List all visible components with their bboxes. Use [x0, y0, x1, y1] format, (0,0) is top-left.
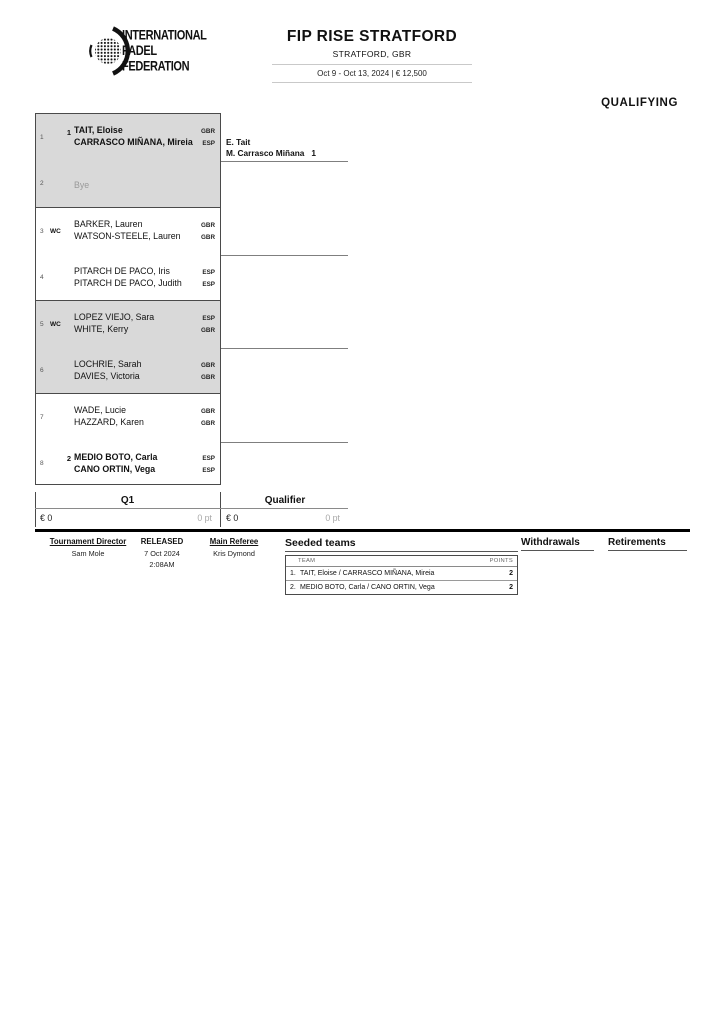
player2-country: ESP: [202, 280, 215, 288]
team-names: [74, 405, 215, 429]
round-q1-label: Q1: [120, 495, 135, 506]
bracket-slot-6: [36, 348, 220, 395]
wildcard-tag: WC: [50, 227, 61, 235]
player1-country: GBR: [201, 128, 215, 136]
qualifier-prize: € 0: [226, 513, 239, 523]
qualifying-draw-box: [35, 113, 221, 485]
round-qualifier-label: Qualifier: [264, 495, 306, 506]
position-number: 1: [40, 133, 44, 141]
player2-country: GBR: [201, 373, 215, 381]
logo-line-1: INTERNATIONAL: [122, 27, 207, 43]
player2-name: WHITE, Kerry: [74, 324, 129, 335]
event-title: FIP RISE STRATFORD: [286, 28, 458, 45]
position-number: 4: [40, 274, 44, 282]
seed-row-number: 1.: [290, 570, 296, 577]
seed-row-points: 2: [509, 584, 513, 591]
player2-name: WATSON-STEELE, Lauren: [74, 231, 181, 242]
logo-line-3: FEDERATION: [122, 58, 190, 75]
main-referee-name: Kris Dymond: [213, 549, 255, 558]
seed-number: 2: [66, 454, 71, 464]
player2-name: HAZZARD, Karen: [74, 417, 144, 428]
position-number: 2: [40, 180, 44, 188]
tournament-director-label: Tournament Director: [49, 537, 127, 546]
seeded-teams-header-row: [286, 556, 517, 567]
bracket-slot-7: [36, 394, 220, 441]
released-date: 7 Oct 2024: [144, 549, 180, 558]
team-names: [74, 359, 215, 383]
bracket-pair-3: [36, 300, 220, 393]
match1-score: 1: [311, 147, 317, 158]
team-names: [74, 125, 215, 149]
player2-country: ESP: [202, 140, 215, 148]
event-header: [272, 28, 472, 83]
tournament-director-name: Sam Mole: [71, 549, 105, 558]
player2-name: DAVIES, Victoria: [74, 370, 140, 381]
position-number: 5: [40, 320, 44, 328]
winner-player2: M. Carrasco Miñana: [226, 147, 305, 158]
col-header-points: POINTS: [489, 558, 513, 564]
player1-name: WADE, Lucie: [74, 405, 126, 416]
match1-winner-names: [226, 137, 316, 158]
player1-country: ESP: [202, 315, 215, 323]
bracket-pair-2: [36, 207, 220, 300]
player1-name: PITARCH DE PACO, Iris: [74, 265, 170, 276]
seed-number: 1: [66, 127, 71, 137]
player2-country: GBR: [201, 420, 215, 428]
seed-row-team: MEDIO BOTO, Carla / CANO ORTIN, Vega: [300, 584, 435, 591]
player2-name: PITARCH DE PACO, Judith: [74, 277, 182, 288]
player1-country: GBR: [201, 408, 215, 416]
released-time: 2:08AM: [149, 560, 175, 569]
seeded-team-row-1: [286, 567, 517, 580]
logo-line-2: PADEL: [122, 42, 157, 59]
position-number: 7: [40, 413, 44, 421]
seed-row-points: 2: [509, 570, 513, 577]
seed-row-number: 2.: [290, 584, 296, 591]
withdrawals-heading: Withdrawals: [521, 537, 580, 548]
match1-winner-line: [221, 161, 348, 162]
seeded-teams-underline: [285, 551, 518, 552]
bracket-slot-8: [36, 441, 220, 488]
player1-name: LOPEZ VIEJO, Sara: [74, 312, 155, 323]
bracket-slot-1: [36, 114, 220, 161]
bracket-pair-4: [36, 393, 220, 486]
released-label: RELEASED: [140, 537, 184, 546]
player1-country: GBR: [201, 222, 215, 230]
wildcard-tag: WC: [50, 320, 61, 328]
qualifier-points: 0 pt: [325, 513, 340, 523]
q1-points: 0 pt: [197, 513, 212, 523]
bracket-slot-3: [36, 208, 220, 255]
team-names: [74, 452, 215, 476]
seed-row-team: TAIT, Eloise / CARRASCO MIÑANA, Mireia: [300, 570, 435, 577]
player1-country: GBR: [201, 361, 215, 369]
footer-rule: [35, 529, 690, 532]
team-names: [74, 219, 215, 243]
seeded-teams-table: [285, 555, 518, 595]
bye-label: Bye: [74, 179, 90, 190]
player1-country: ESP: [202, 454, 215, 462]
retirements-underline: [608, 550, 687, 551]
player2-country: ESP: [202, 466, 215, 474]
seeded-teams-heading: Seeded teams: [285, 537, 356, 549]
player2-name: CARRASCO MIÑANA, Mireia: [74, 137, 193, 148]
event-dates-prize: Oct 9 - Oct 13, 2024 | € 12,500: [272, 64, 472, 83]
winner-player1: E. Tait: [226, 137, 251, 147]
team-names: [74, 266, 215, 290]
retirements-heading: Retirements: [608, 537, 666, 548]
match3-winner-line: [221, 348, 348, 349]
position-number: 6: [40, 367, 44, 375]
withdrawals-underline: [521, 550, 594, 551]
round-underline: [35, 508, 348, 509]
player1-name: TAIT, Eloise: [74, 125, 123, 136]
player2-name: CANO ORTIN, Vega: [74, 463, 156, 474]
round-divider-mid: [220, 492, 221, 527]
position-number: 3: [40, 227, 44, 235]
draw-section-title: QUALIFYING: [601, 97, 678, 109]
event-location: STRATFORD, GBR: [332, 49, 412, 59]
col-header-team: TEAM: [298, 558, 316, 564]
bracket-pair-1: [36, 114, 220, 207]
player1-country: ESP: [202, 268, 215, 276]
team-names: [74, 312, 215, 336]
player1-name: MEDIO BOTO, Carla: [74, 451, 158, 462]
player1-name: BARKER, Lauren: [74, 219, 143, 230]
bracket-slot-4: [36, 255, 220, 302]
position-number: 8: [40, 460, 44, 468]
q1-prize: € 0: [40, 513, 53, 523]
match4-winner-line: [221, 442, 348, 443]
match2-winner-line: [221, 255, 348, 256]
bracket-slot-5: [36, 301, 220, 348]
player2-country: GBR: [201, 327, 215, 335]
ipf-logo-text: [122, 27, 207, 74]
player2-country: GBR: [201, 234, 215, 242]
player1-name: LOCHRIE, Sarah: [74, 358, 142, 369]
main-referee-label: Main Referee: [209, 537, 259, 546]
bracket-slot-2: [36, 161, 220, 208]
seeded-team-row-2: [286, 580, 517, 594]
